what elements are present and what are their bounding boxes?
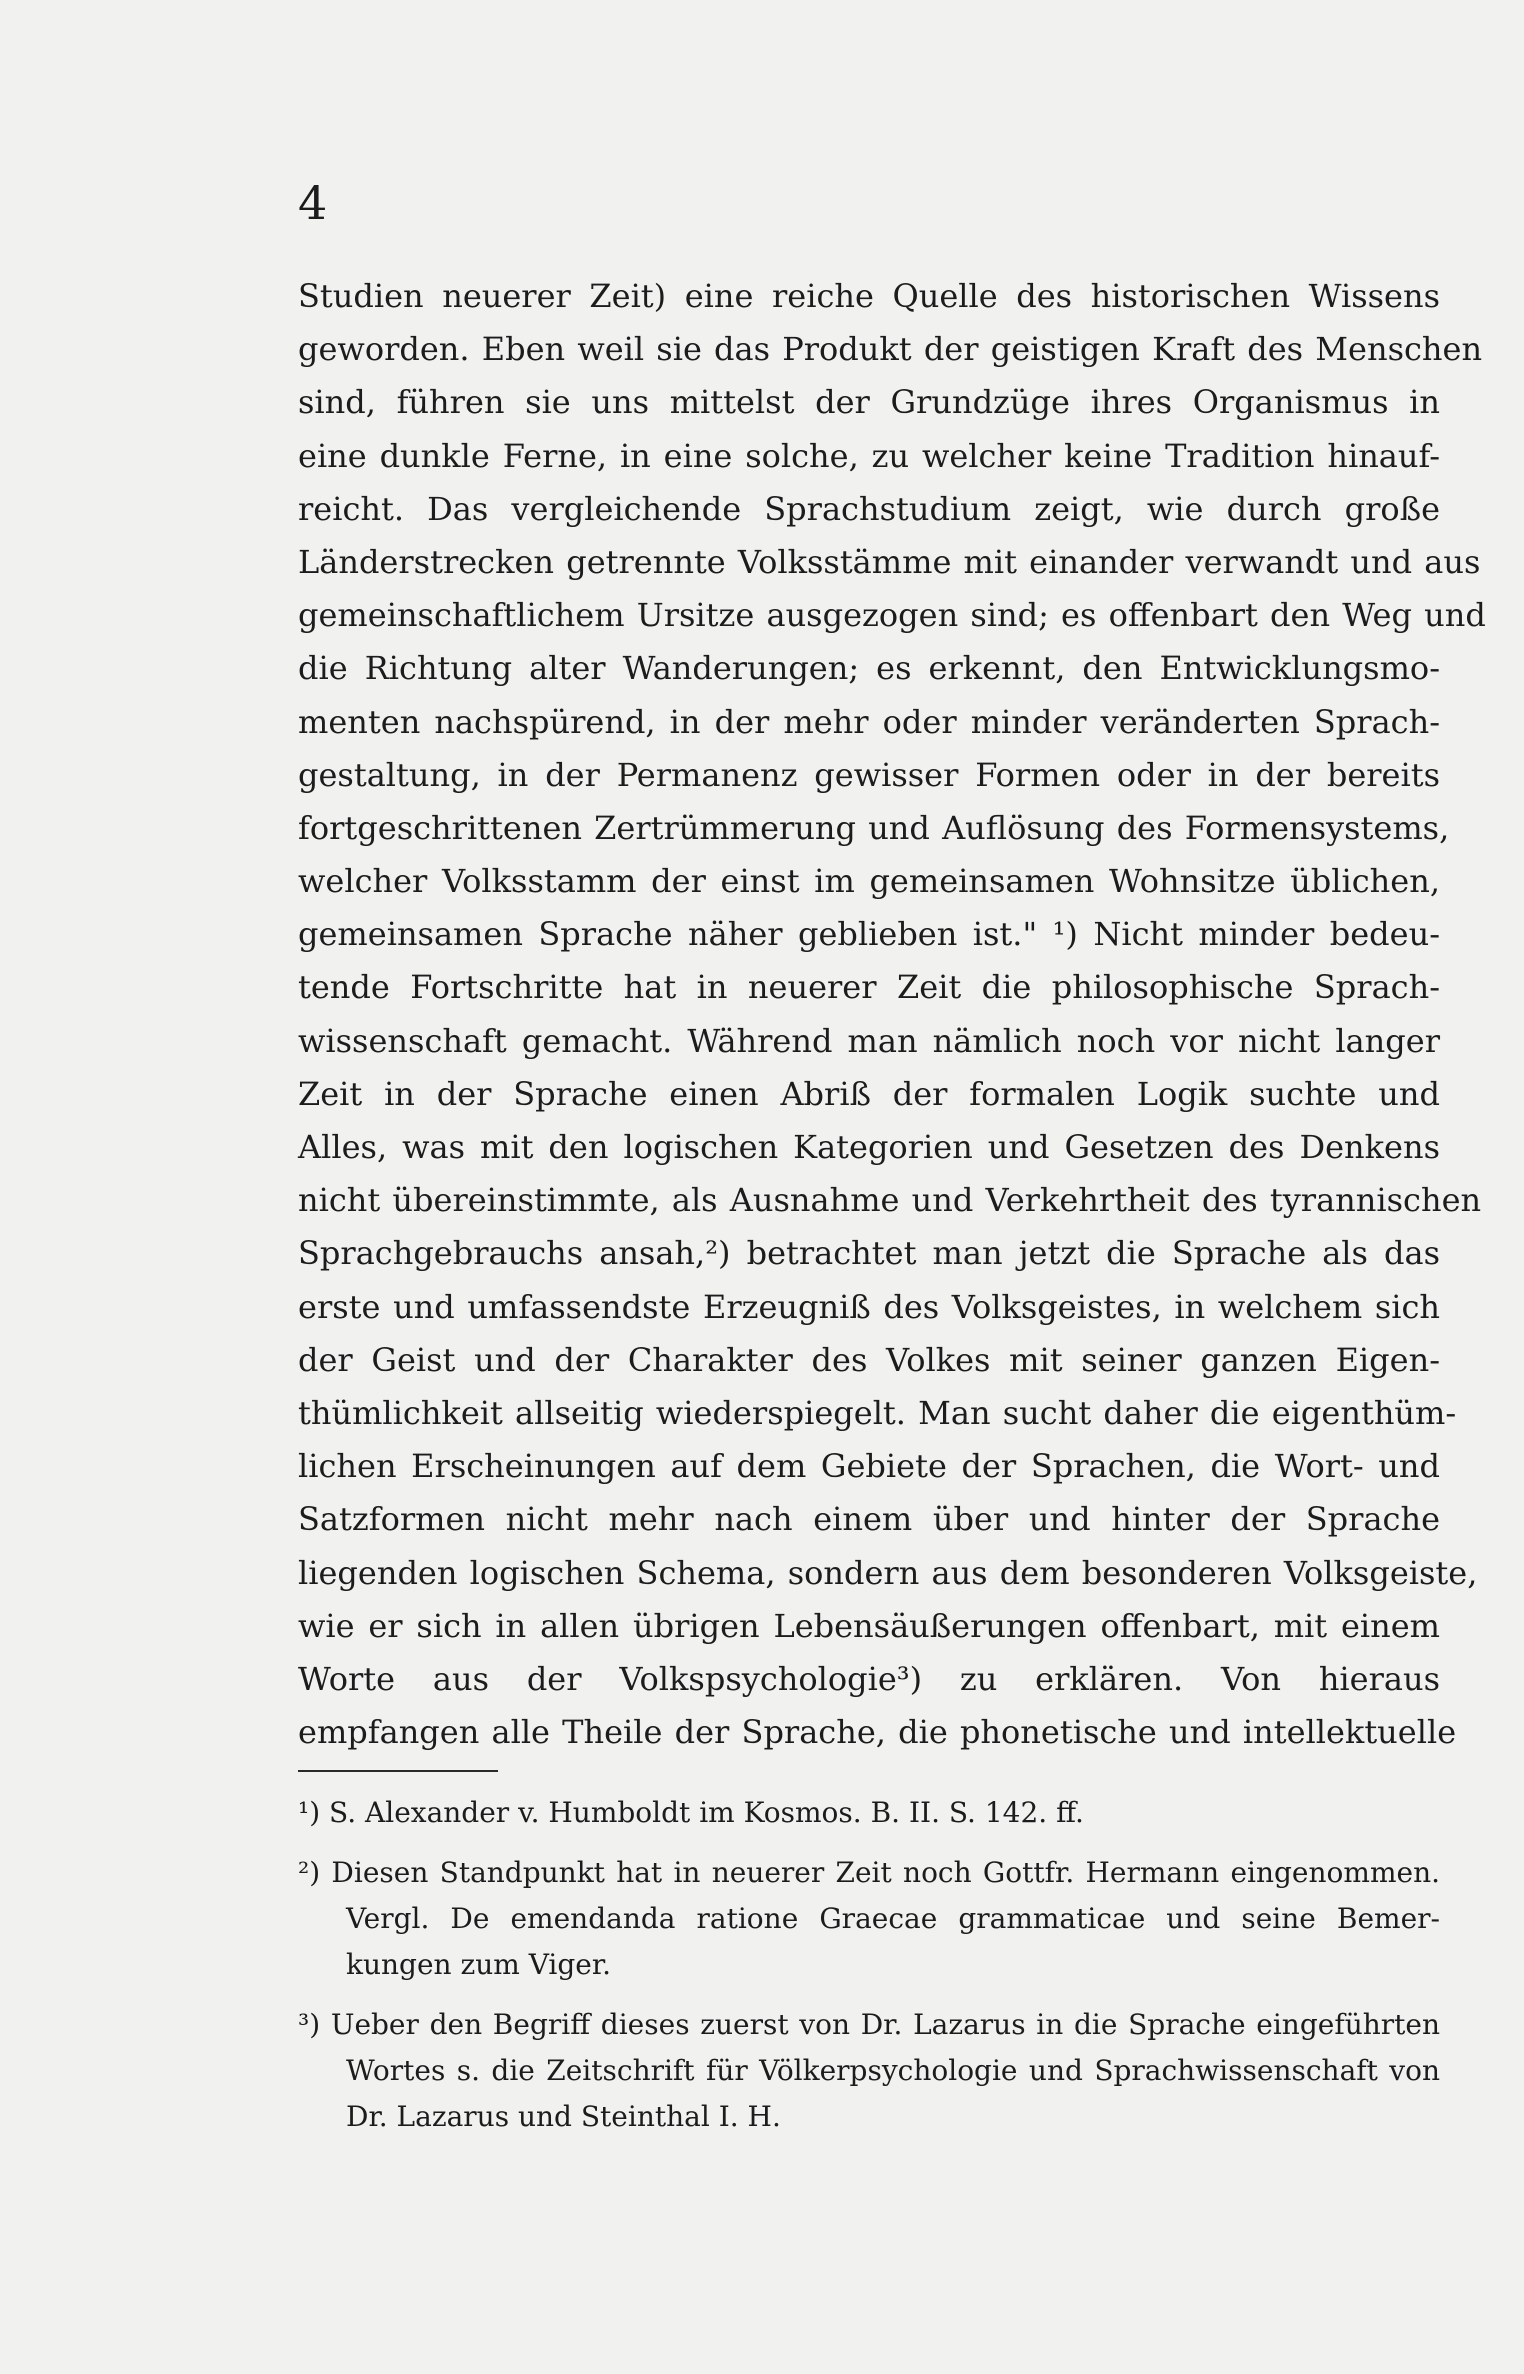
- text-line: erste und umfassendste Erzeugniß des Volksgeistes, in welchem sich: [298, 1287, 1440, 1326]
- text-line: lichen Erscheinungen auf dem Gebiete der Sprachen, die Wort- und: [298, 1447, 1440, 1486]
- text-line: geworden. Eben weil sie das Produkt der geistigen Kraft des Menschen: [298, 330, 1483, 369]
- footnote-2: [298, 1850, 1440, 1988]
- text-line: menten nachspürend, in der mehr oder minder veränderten Sprach-: [298, 702, 1440, 741]
- text-line: welcher Volksstamm der einst im gemeinsamen Wohnsitze üblichen,: [298, 862, 1440, 901]
- footnote-line: Vergl. De emendanda ratione Graecae grammaticae und seine Bemer-: [346, 1902, 1440, 1935]
- footnote-separator: [298, 1770, 498, 1772]
- footnote-line: ²) Diesen Standpunkt hat in neuerer Zeit noch Gottfr. Hermann eingenommen.: [298, 1856, 1440, 1889]
- text-line: Zeit in der Sprache einen Abriß der formalen Logik suchte und: [298, 1074, 1440, 1113]
- text-line: gemeinsamen Sprache näher geblieben ist." ¹) Nicht minder bedeu-: [298, 915, 1440, 954]
- footnotes: [298, 1790, 1440, 2140]
- text-line: gemeinschaftlichem Ursitze ausgezogen sind; es offenbart den Weg und: [298, 596, 1486, 635]
- text-line: Länderstrecken getrennte Volksstämme mit einander verwandt und aus: [298, 542, 1481, 581]
- footnote-line: Wortes s. die Zeitschrift für Völkerpsychologie und Sprachwissenschaft von: [346, 2054, 1440, 2087]
- text-line: fortgeschrittenen Zertrümmerung und Auflösung des Formensystems,: [298, 808, 1450, 847]
- text-line: die Richtung alter Wanderungen; es erkennt, den Entwicklungsmo-: [298, 649, 1440, 688]
- text-line: liegenden logischen Schema, sondern aus dem besonderen Volksgeiste,: [298, 1553, 1478, 1592]
- text-line: Worte aus der Volkspsychologie³) zu erklären. Von hieraus: [298, 1659, 1440, 1698]
- footnote-line: ¹) S. Alexander v. Humboldt im Kosmos. B. II. S. 142. ff.: [298, 1796, 1084, 1829]
- text-line: wie er sich in allen übrigen Lebensäußerungen offenbart, mit einem: [298, 1606, 1440, 1645]
- text-line: Studien neuerer Zeit) eine reiche Quelle des historischen Wissens: [298, 277, 1440, 315]
- text-line: Alles, was mit den logischen Kategorien und Gesetzen des Denkens: [298, 1128, 1440, 1166]
- footnote-line: ³) Ueber den Begriff dieses zuerst von Dr. Lazarus in die Sprache eingeführten: [298, 2008, 1440, 2041]
- text-line: empfangen alle Theile der Sprache, die phonetische und intellektuelle: [298, 1713, 1457, 1752]
- text-line: sind, führen sie uns mittelst der Grundzüge ihres Organismus in: [298, 383, 1440, 422]
- text-line: tende Fortschritte hat in neuerer Zeit die philosophische Sprach-: [298, 968, 1440, 1007]
- footnote-line: kungen zum Viger.: [346, 1948, 612, 1981]
- text-line: Satzformen nicht mehr nach einem über und hinter der Sprache: [298, 1500, 1440, 1539]
- footnote-3: [298, 2002, 1440, 2140]
- text-line: Sprachgebrauchs ansah,²) betrachtet man jetzt die Sprache als das: [298, 1234, 1440, 1273]
- text-line: wissenschaft gemacht. Während man nämlich noch vor nicht langer: [298, 1021, 1440, 1060]
- text-line: gestaltung, in der Permanenz gewisser Formen oder in der bereits: [298, 755, 1440, 794]
- text-line: reicht. Das vergleichende Sprachstudium zeigt, wie durch große: [298, 489, 1440, 528]
- text-line: eine dunkle Ferne, in eine solche, zu welcher keine Tradition hinauf-: [298, 436, 1440, 475]
- text-line: thümlichkeit allseitig wiederspiegelt. Man sucht daher die eigenthüm-: [298, 1393, 1457, 1432]
- page-number: 4: [298, 176, 328, 230]
- text-line: nicht übereinstimmte, als Ausnahme und Verkehrtheit des tyrannischen: [298, 1181, 1482, 1220]
- text-line: der Geist und der Charakter des Volkes mit seiner ganzen Eigen-: [298, 1340, 1440, 1379]
- footnote-line: Dr. Lazarus und Steinthal I. H.: [346, 2100, 781, 2133]
- footnote-1: [298, 1790, 1440, 1836]
- body-text: [298, 270, 1486, 1759]
